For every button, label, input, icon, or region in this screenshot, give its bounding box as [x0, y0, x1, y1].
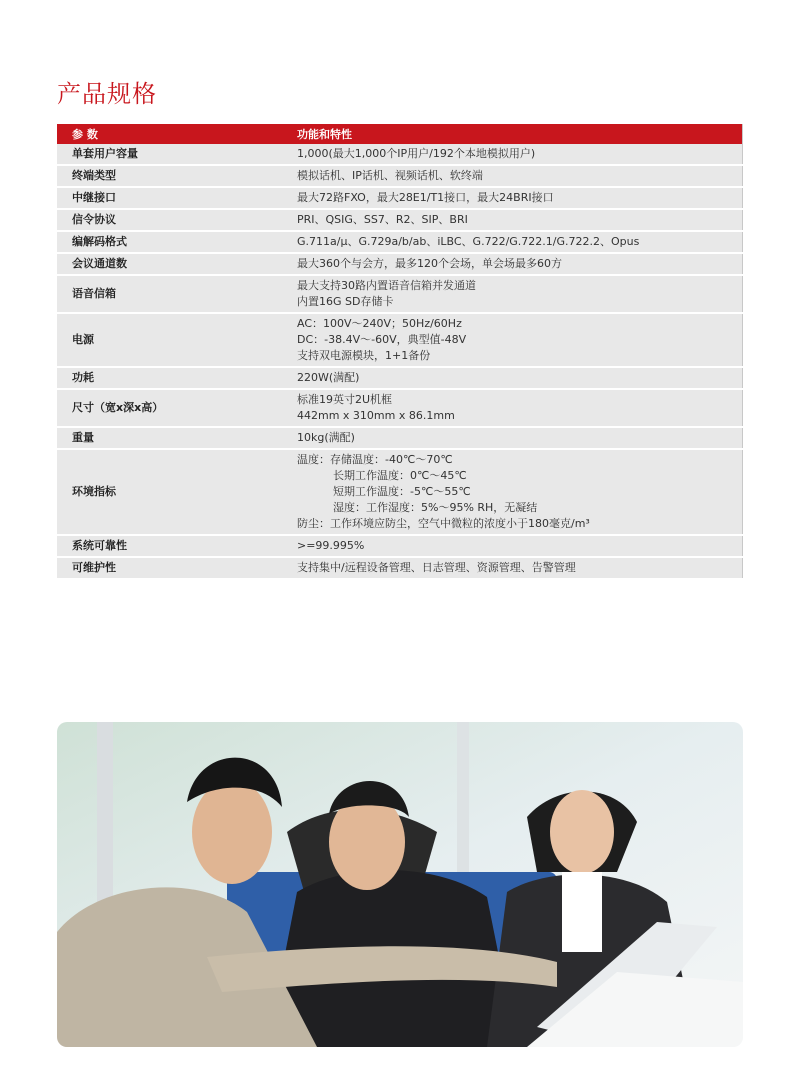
- spec-value-line: 支持双电源模块，1+1备份: [297, 349, 431, 362]
- spec-value: [284, 165, 743, 187]
- spec-param: 重量: [57, 427, 284, 449]
- spec-param: 功耗: [57, 367, 284, 389]
- spec-param: 环境指标: [57, 449, 284, 535]
- spec-param: 系统可靠性: [57, 535, 284, 557]
- table-row: [57, 389, 743, 427]
- spec-value-line: 220W(满配): [297, 371, 360, 384]
- header-features: 功能和特性: [284, 124, 743, 144]
- table-row: [57, 144, 743, 165]
- table-row: [57, 449, 743, 535]
- spec-value: [284, 449, 743, 535]
- spec-value-line: 10kg(满配): [297, 431, 355, 444]
- table-row: [57, 231, 743, 253]
- spec-value-line: >=99.995%: [297, 539, 365, 552]
- spec-value: [284, 367, 743, 389]
- spec-value-line: DC：-38.4V～-60V，典型值-48V: [297, 333, 467, 346]
- spec-value: [284, 275, 743, 313]
- table-row: [57, 535, 743, 557]
- spec-value-line: 标准19英寸2U机框: [297, 393, 393, 406]
- spec-param: 中继接口: [57, 187, 284, 209]
- table-row: [57, 253, 743, 275]
- spec-param: 语音信箱: [57, 275, 284, 313]
- table-row: [57, 557, 743, 579]
- spec-param: 终端类型: [57, 165, 284, 187]
- table-row: [57, 187, 743, 209]
- spec-value: [284, 144, 743, 165]
- spec-value-line: 最大72路FXO，最大28E1/T1接口，最大24BRI接口: [297, 191, 554, 204]
- spec-table: [57, 124, 743, 580]
- table-row: [57, 209, 743, 231]
- spec-param: 电源: [57, 313, 284, 367]
- table-row: [57, 275, 743, 313]
- spec-value-line: 湿度：工作湿度：5%～95% RH，无凝结: [333, 501, 538, 514]
- spec-value-line: 1,000(最大1,000个IP用户/192个本地模拟用户): [297, 147, 536, 160]
- spec-value: [284, 209, 743, 231]
- spec-value: [284, 389, 743, 427]
- spec-param: 可维护性: [57, 557, 284, 579]
- spec-value: [284, 535, 743, 557]
- spec-value-line: 支持集中/远程设备管理、日志管理、资源管理、告警管理: [297, 561, 576, 574]
- spec-param: 会议通道数: [57, 253, 284, 275]
- spec-value-line: AC：100V～240V；50Hz/60Hz: [297, 317, 462, 330]
- spec-body: [57, 144, 743, 579]
- spec-value-line: 长期工作温度：0℃～45℃: [333, 469, 467, 482]
- spec-value-line: 最大支持30路内置语音信箱并发通道: [297, 279, 476, 292]
- table-row: [57, 165, 743, 187]
- spec-param: 信令协议: [57, 209, 284, 231]
- spec-value-line: G.711a/μ、G.729a/b/ab、iLBC、G.722/G.722.1/G.722.2、Opus: [297, 235, 640, 248]
- spec-value: [284, 253, 743, 275]
- spec-value-line: 防尘：工作环境应防尘，空气中微粒的浓度小于180毫克/m³: [297, 517, 590, 530]
- spec-param: 尺寸（宽x深x高）: [57, 389, 284, 427]
- spec-value-line: 模拟话机、IP话机、视频话机、软终端: [297, 169, 483, 182]
- page-title: 产品规格: [57, 80, 157, 108]
- spec-value: [284, 557, 743, 579]
- table-row: [57, 427, 743, 449]
- office-photo: [57, 722, 743, 1047]
- spec-value: [284, 313, 743, 367]
- spec-value: [284, 187, 743, 209]
- spec-value: [284, 427, 743, 449]
- spec-value-line: 温度：存储温度：-40℃～70℃: [297, 453, 453, 466]
- spec-value-line: 内置16G SD存储卡: [297, 295, 394, 308]
- spec-value-line: PRI、QSIG、SS7、R2、SIP、BRI: [297, 213, 468, 226]
- table-row: [57, 313, 743, 367]
- spec-value-line: 最大360个与会方，最多120个会场，单会场最多60方: [297, 257, 562, 270]
- header-param: 参 数: [57, 124, 284, 144]
- spec-param: 单套用户容量: [57, 144, 284, 165]
- spec-value-line: 442mm x 310mm x 86.1mm: [297, 409, 455, 422]
- spec-param: 编解码格式: [57, 231, 284, 253]
- table-row: [57, 367, 743, 389]
- office-photo-illustration: [57, 722, 743, 1047]
- spec-value-line: 短期工作温度：-5℃～55℃: [333, 485, 471, 498]
- spec-value: [284, 231, 743, 253]
- table-header-row: [57, 124, 743, 144]
